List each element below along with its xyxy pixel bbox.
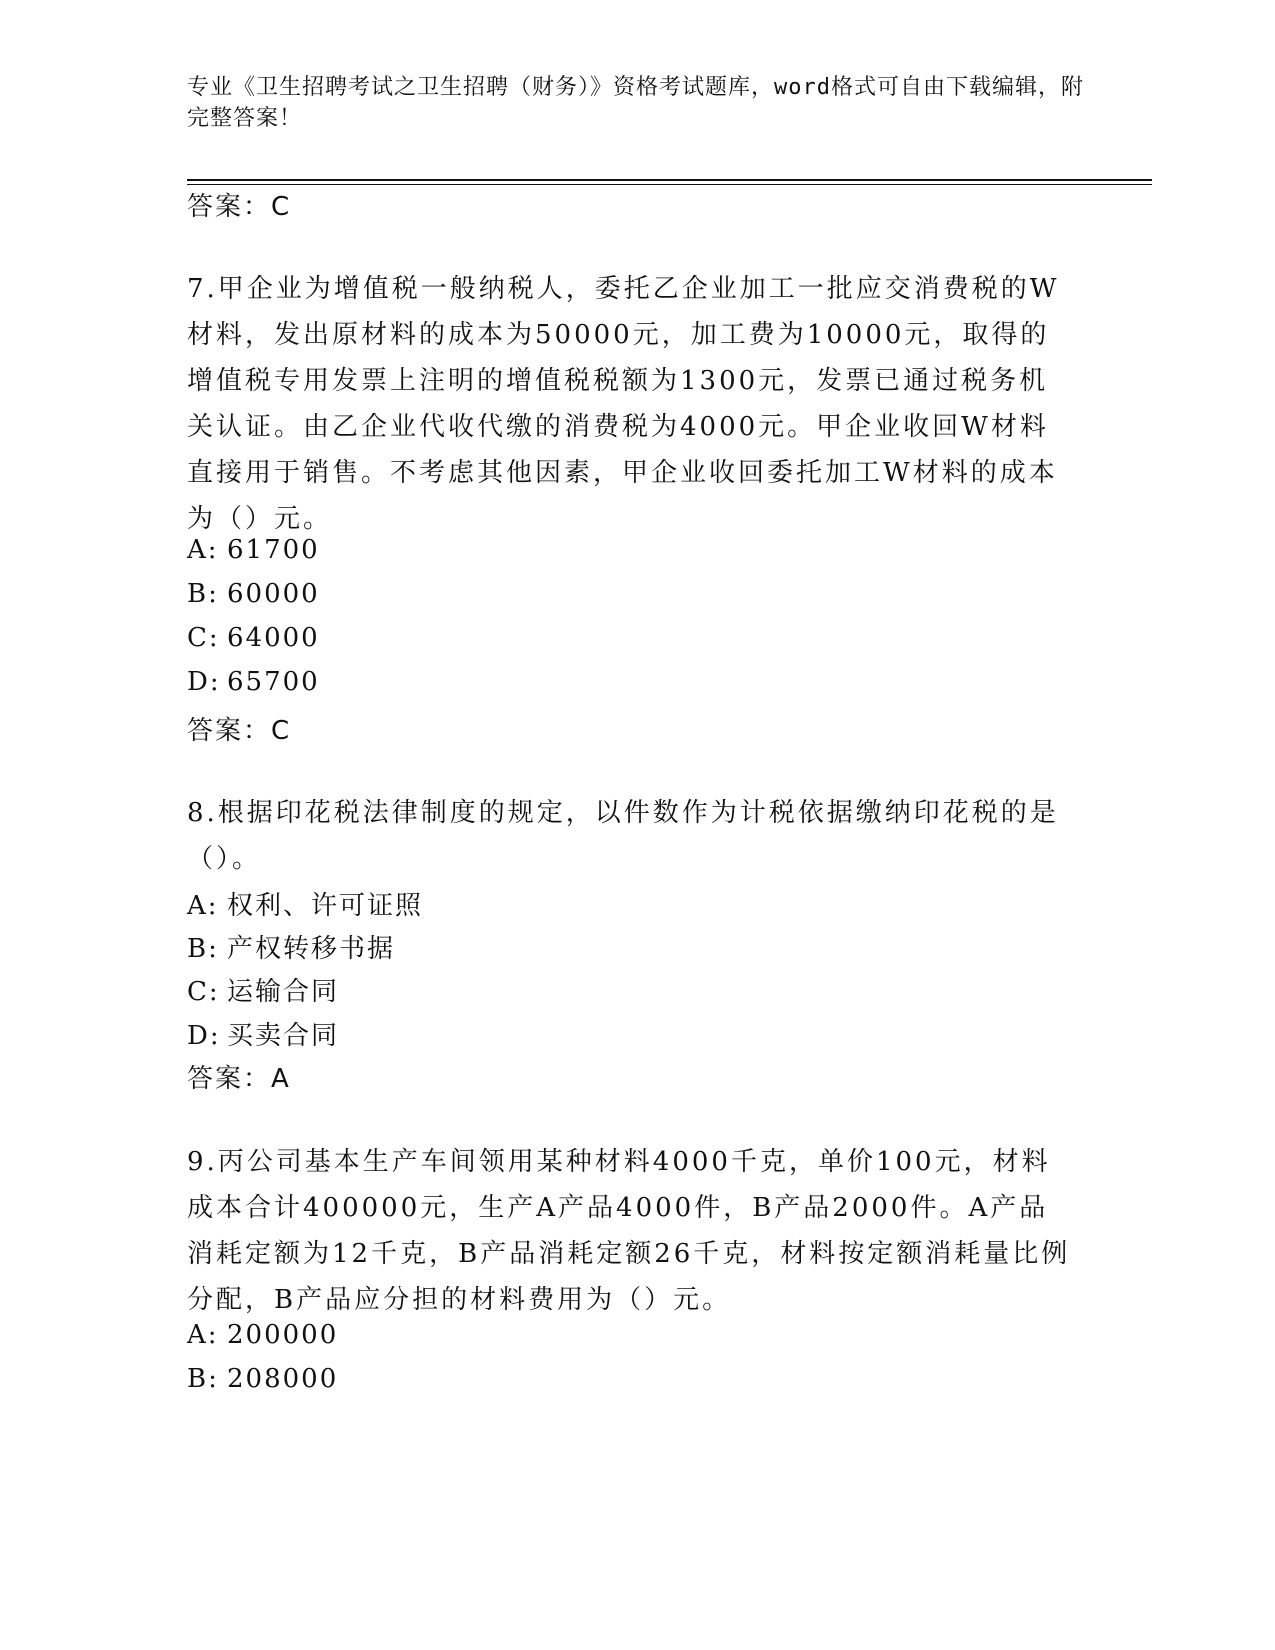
option-text: 208000 xyxy=(227,1364,339,1394)
question-8-option-b xyxy=(187,928,395,965)
option-letter: B: xyxy=(187,1364,219,1394)
question-7-option-c xyxy=(187,623,320,653)
question-9-option-b xyxy=(187,1364,338,1394)
option-letter: C: xyxy=(187,623,220,653)
question-7-option-a xyxy=(187,535,320,565)
question-9-text: 9.丙公司基本生产车间领用某种材料4000千克，单价100元，材料成本合计400000元，生产A产品4000件，B产品2000件。A产品消耗定额为12千克，B产品消耗定额26千克，材料按定额消耗量比例分配，B产品应分担的材料费用为（）元。 xyxy=(187,1147,1071,1315)
question-8-answer: 答案：A xyxy=(187,1064,291,1094)
option-text: 权利、许可证照 xyxy=(227,891,424,921)
option-text: 产权转移书据 xyxy=(227,934,396,964)
option-text: 买卖合同 xyxy=(227,1021,340,1051)
document-header: 专业《卫生招聘考试之卫生招聘（财务）》资格考试题库，word格式可自由下载编辑，附完整答案！ xyxy=(187,75,1084,131)
option-letter: A: xyxy=(187,535,219,565)
option-letter: A: xyxy=(187,1320,219,1350)
previous-answer: 答案：C xyxy=(187,192,292,222)
question-8-option-d xyxy=(187,1015,339,1052)
option-letter: B: xyxy=(187,579,219,609)
question-7-option-b xyxy=(187,579,320,609)
option-letter: C: xyxy=(187,977,220,1007)
question-8-option-a xyxy=(187,885,423,922)
option-text: 60000 xyxy=(227,579,320,609)
option-text: 65700 xyxy=(227,667,320,697)
header-divider-thin xyxy=(187,184,1152,185)
option-text: 64000 xyxy=(227,623,320,653)
question-8-text: 8.根据印花税法律制度的规定，以件数作为计税依据缴纳印花税的是（）。 xyxy=(187,798,1059,874)
option-text: 200000 xyxy=(227,1320,339,1350)
option-letter: B: xyxy=(187,934,219,964)
question-7-text: 7.甲企业为增值税一般纳税人，委托乙企业加工一批应交消费税的W材料，发出原材料的成本为50000元，加工费为10000元，取得的增值税专用发票上注明的增值税税额为1300元，发票已通过税务机关认证。由乙企业代收代缴的消费税为4000元。甲企业收回W材料直接用于销售。不考虑其他因素，甲企业收回委托加工W材料的成本为（）元。 xyxy=(187,274,1060,534)
option-letter: D: xyxy=(187,1021,221,1051)
question-9-option-a xyxy=(187,1320,338,1350)
option-letter: A: xyxy=(187,891,219,921)
question-8-option-c xyxy=(187,971,339,1008)
option-text: 61700 xyxy=(227,535,320,565)
header-divider xyxy=(187,179,1152,181)
question-7-option-d xyxy=(187,667,320,697)
option-text: 运输合同 xyxy=(227,977,340,1007)
question-7-answer: 答案：C xyxy=(187,716,292,746)
option-letter: D: xyxy=(187,667,221,697)
